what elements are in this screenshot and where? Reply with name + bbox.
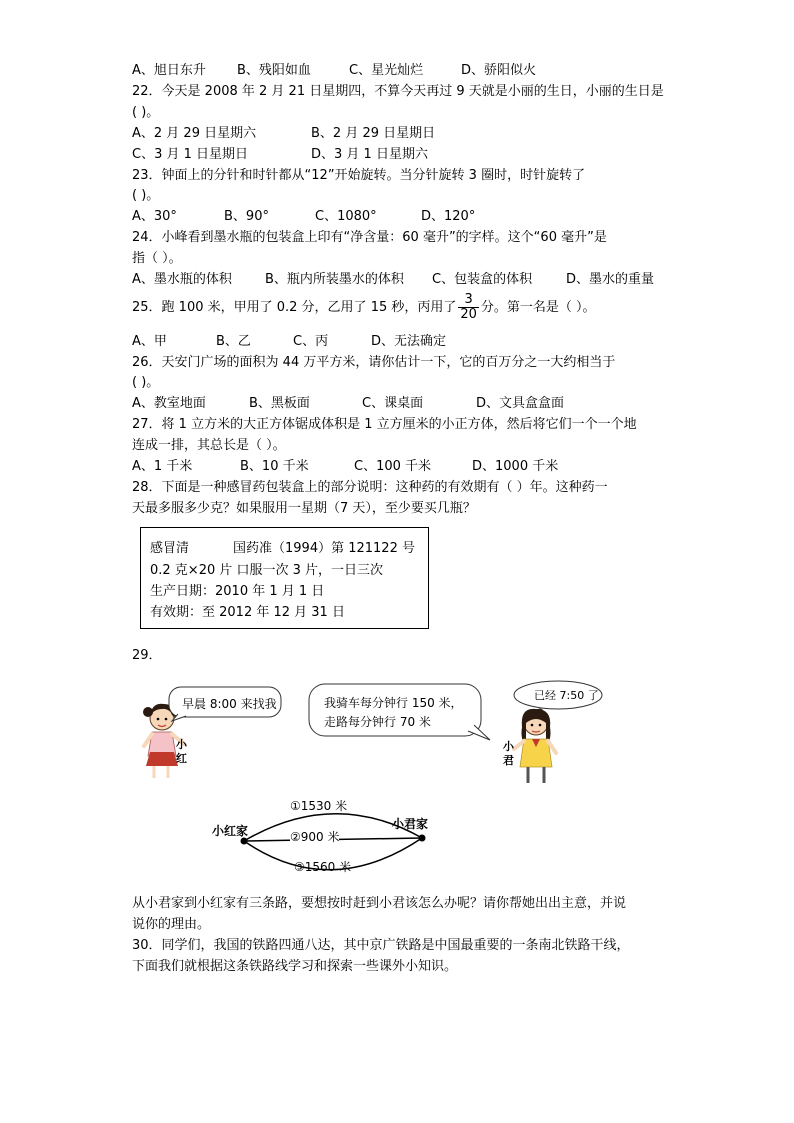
q26-option-d: D、文具盒盒面 (476, 396, 565, 411)
medicine-expiry: 有效期：至 2012 年 12 月 31 日 (150, 605, 345, 620)
q25-fraction-denominator: 20 (460, 307, 477, 322)
q25-text-before: 25．跑 100 米，甲用了 0.2 分，乙用了 15 秒，丙用了 (132, 300, 457, 315)
home-left-label: 小红家 (212, 824, 249, 838)
q27-option-b: B、10 千米 (240, 459, 309, 474)
q23-option-d: D、120° (421, 209, 476, 224)
girl-right-illustration (506, 705, 566, 785)
q23-line2: ( )。 (132, 188, 160, 203)
q29-number: 29． (132, 648, 162, 663)
q21-option-a: A、旭日东升 (132, 63, 206, 78)
q23-option-a: A、30° (132, 209, 177, 224)
q25-fraction-numerator: 3 (458, 293, 479, 308)
q25-text-after: 分。第一名是（ ）。 (480, 300, 596, 315)
home-right-label: 小君家 (392, 817, 429, 831)
q22-option-b: B、2 月 29 日星期日 (311, 126, 436, 141)
home-right-dot (419, 835, 426, 842)
route-1-label: ①1530 米 (290, 799, 348, 813)
q25-line1 (132, 292, 596, 324)
medicine-approval: 国药准（1994）第 121122 号 (233, 541, 415, 556)
q22-option-a: A、2 月 29 日星期六 (132, 126, 257, 141)
q22-option-d: D、3 月 1 日星期六 (311, 147, 428, 162)
q30-line2: 下面我们就根据这条铁路线学习和探索一些课外小知识。 (132, 959, 458, 974)
girl-right-name-1: 小 (503, 740, 514, 753)
q29-text-line2: 说你的理由。 (132, 917, 211, 932)
girl-right-name (503, 740, 514, 768)
speech-bubble-left: 早晨 8:00 来找我 (182, 697, 277, 711)
q24-line2: 指（ ）。 (132, 251, 182, 266)
medicine-dose: 0.2 克×20 片 口服一次 3 片，一日三次 (150, 563, 384, 578)
q22-line1: 22．今天是 2008 年 2 月 21 日星期四，不算今天再过 9 天就是小丽的生日，小丽的生日是 (132, 84, 664, 99)
medicine-production-date: 生产日期：2010 年 1 月 1 日 (150, 584, 325, 599)
q26-line1: 26．天安门广场的面积为 44 万平方米，请你估计一下，它的百万分之一大约相当于 (132, 355, 616, 370)
speech-bubble-middle-line1: 我骑车每分钟行 150 米， (324, 696, 463, 710)
medicine-name: 感冒清 (150, 541, 190, 556)
q24-option-c: C、包装盒的体积 (432, 272, 533, 287)
q25-option-b: B、乙 (216, 334, 251, 349)
q25-option-c: C、丙 (293, 334, 329, 349)
q28-line2: 天最多服多少克？如果服用一星期（7 天），至少要买几瓶？ (132, 501, 476, 516)
q21-option-c: C、星光灿烂 (349, 63, 424, 78)
route-2-label: ②900 米 (290, 830, 340, 844)
route-3-label: ③1560 米 (294, 860, 352, 874)
q23-option-b: B、90° (224, 209, 269, 224)
q26-option-a: A、教室地面 (132, 396, 206, 411)
q21-option-d: D、骄阳似火 (461, 63, 537, 78)
q27-option-c: C、100 千米 (354, 459, 432, 474)
q27-line1: 27．将 1 立方米的大正方体锯成体积是 1 立方厘米的小正方体，然后将它们一个一个地 (132, 417, 637, 432)
girl-right-name-2: 君 (503, 754, 514, 767)
speech-bubble-middle-line2: 走路每分钟行 70 米 (324, 715, 431, 729)
q25-fraction (458, 293, 479, 322)
q27-line2: 连成一排，其总长是（ ）。 (132, 438, 286, 453)
girl-left-name (176, 738, 187, 766)
q26-line2: ( )。 (132, 375, 160, 390)
q23-line1: 23．钟面上的分针和时针都从“12”开始旋转。当分针旋转 3 圈时，时针旋转了 (132, 168, 586, 183)
q27-option-a: A、1 千米 (132, 459, 193, 474)
girl-left-name-1: 小 (176, 738, 187, 751)
q26-option-c: C、课桌面 (362, 396, 424, 411)
q23-option-c: C、1080° (315, 209, 377, 224)
q28-line1: 28．下面是一种感冒药包装盒上的部分说明：这种药的有效期有（ ）年。这种药一 (132, 480, 608, 495)
q22-line2: ( )。 (132, 105, 160, 120)
q30-line1: 30．同学们，我国的铁路四通八达，其中京广铁路是中国最重要的一条南北铁路干线， (132, 938, 630, 953)
q27-option-d: D、1000 千米 (472, 459, 559, 474)
q24-option-b: B、瓶内所装墨水的体积 (265, 272, 404, 287)
q24-line1: 24．小峰看到墨水瓶的包装盒上印有“净含量：60 毫升”的字样。这个“60 毫升”是 (132, 230, 607, 245)
q22-option-c: C、3 月 1 日星期日 (132, 147, 249, 162)
medicine-label-box (140, 527, 429, 629)
q24-option-a: A、墨水瓶的体积 (132, 272, 232, 287)
q25-option-d: D、无法确定 (371, 334, 447, 349)
q24-option-d: D、墨水的重量 (566, 272, 655, 287)
q29-text-line1: 从小君家到小红家有三条路，要想按时赶到小君该怎么办呢？请你帮她出出主意，并说 (132, 896, 627, 911)
q25-option-a: A、甲 (132, 334, 167, 349)
q26-option-b: B、黑板面 (249, 396, 310, 411)
girl-left-name-2: 红 (176, 752, 187, 765)
speech-bubble-middle (324, 694, 463, 732)
q21-option-b: B、残阳如血 (237, 63, 311, 78)
thought-bubble-right: 已经 7:50 了 (534, 689, 599, 702)
